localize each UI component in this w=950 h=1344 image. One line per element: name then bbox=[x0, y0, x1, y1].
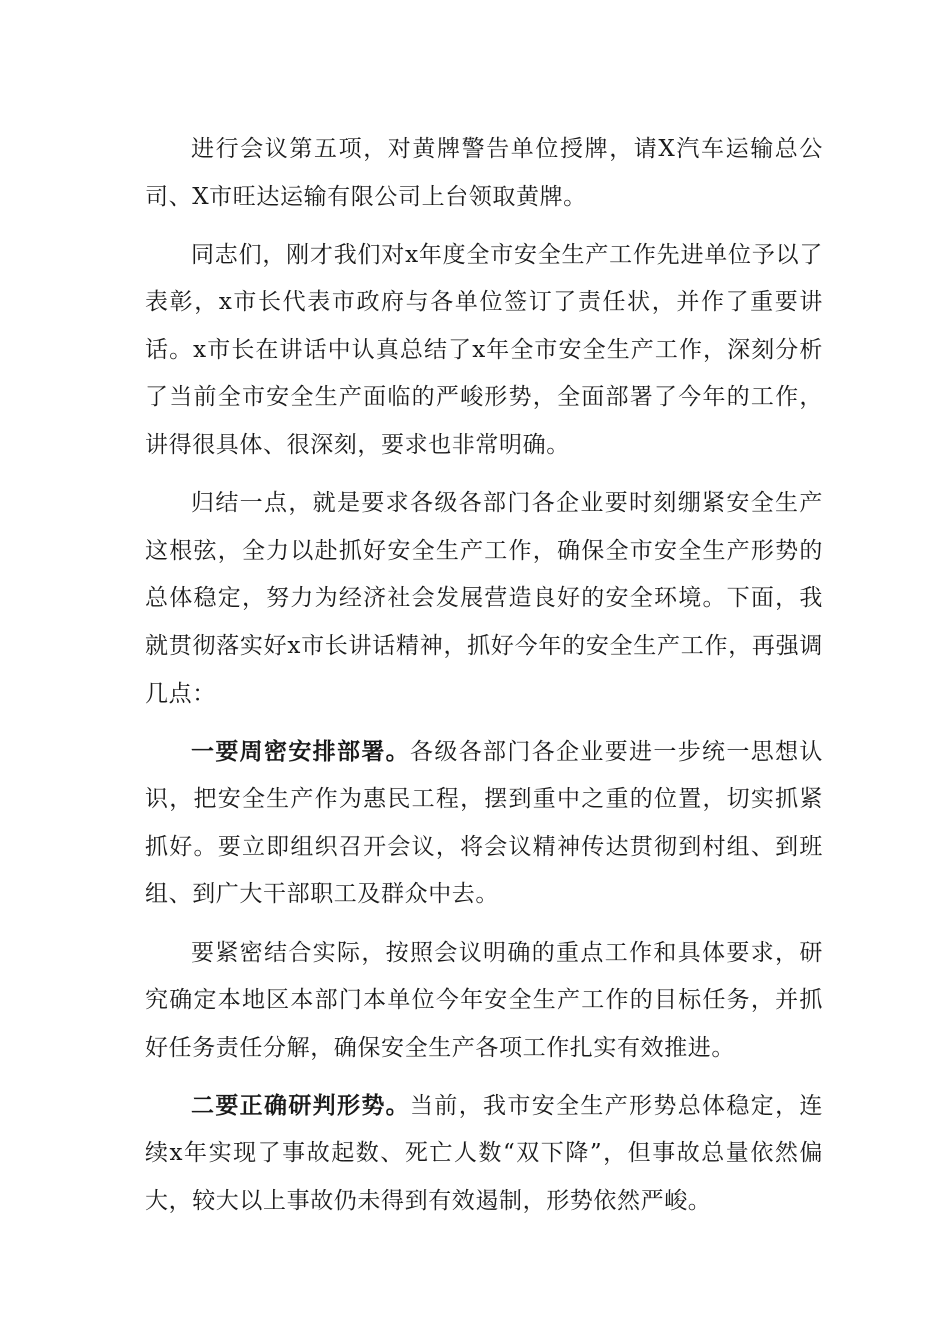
paragraph-6 bbox=[145, 1083, 823, 1226]
paragraph-text: 要紧密结合实际，按照会议明确的重点工作和具体要求，研究确定本地区本部门本单位今年安全生产工作的目标任务，并抓好任务责任分解，确保安全生产各项工作扎实有效推进。 bbox=[145, 939, 823, 1061]
document-body bbox=[145, 126, 823, 1236]
paragraph-text: 归结一点，就是要求各级各部门各企业要时刻绷紧安全生产这根弦，全力以赴抓好安全生产工作，确保全市安全生产形势的总体稳定，努力为经济社会发展营造良好的安全环境。下面，我就贯彻落实好x市长讲话精神，抓好今年的安全生产工作，再强调几点： bbox=[145, 490, 823, 707]
paragraph-text: 各级各部门各企业要进一步统一思想认识，把安全生产作为惠民工程，摆到重中之重的位置，切实抓紧抓好。要立即组织召开会议，将会议精神传达贯彻到村组、到班组、到广大干部职工及群众中去。 bbox=[145, 738, 824, 908]
paragraph-5 bbox=[145, 930, 823, 1073]
paragraph-1 bbox=[145, 126, 823, 221]
paragraph-3 bbox=[145, 480, 823, 718]
paragraph-text: 当前，我市安全生产形势总体稳定，连续x年实现了事故起数、死亡人数“双下降”，但事故总量依然偏大，较大以上事故仍未得到有效遏制，形势依然严峻。 bbox=[145, 1092, 824, 1214]
paragraph-2 bbox=[145, 232, 823, 470]
paragraph-text: 进行会议第五项，对黄牌警告单位授牌，请X汽车运输总公司、X市旺达运输有限公司上台领取黄牌。 bbox=[145, 136, 823, 210]
paragraph-lead: 一要周密安排部署。 bbox=[191, 738, 411, 765]
paragraph-lead: 二要正确研判形势。 bbox=[191, 1092, 411, 1119]
paragraph-4 bbox=[145, 729, 823, 919]
paragraph-text: 同志们，刚才我们对x年度全市安全生产工作先进单位予以了表彰，x市长代表市政府与各单位签订了责任状，并作了重要讲话。x市长在讲话中认真总结了x年全市安全生产工作，深刻分析了当前全市安全生产面临的严峻形势，全面部署了今年的工作，讲得很具体、很深刻，要求也非常明确。 bbox=[145, 241, 823, 459]
